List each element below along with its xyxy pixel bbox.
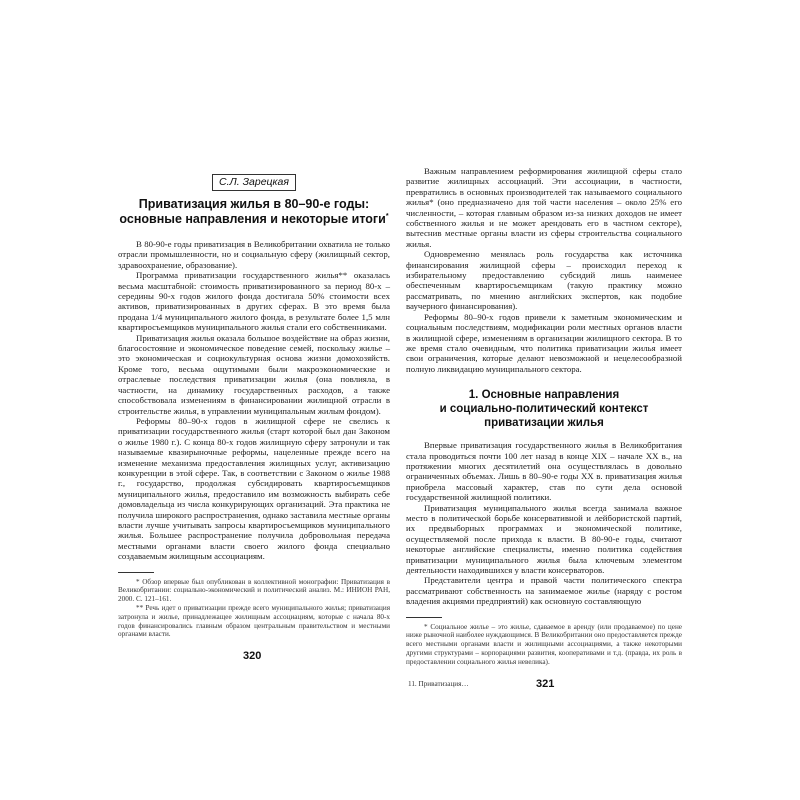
left-footnotes xyxy=(118,578,390,640)
paragraph: Реформы 80–90-х годов в жилищной сфере не свелись к приватизации государственного жилья (старт которой был дан Законом о жилье 1980 г.). С конца 80-х годов жилищную сферу затронули и так называемые квазирыночные реформы, нацеленные прежде всего на изменение механизма предоставления жилищных услуг, активизацию конкуренции в этой сфере. Так, в соответствии с Законом о жилье 1988 г., государство, продолжая субсидировать квартиросъемщиков муниципального жилья, предоставило им возможность выбирать себе домовладельца из числа конкурирующих организаций. Эта практика не получила широкого распространения, однако заставила местные органы власти лучше учитывать запросы квартиросъемщиков муниципального жилья. Большее распространение получила добровольная передача местными органами власти своего жилого фонда специально создаваемым жилищным ассоциациям. xyxy=(118,415,390,562)
paragraph: Программа приватизации государственного жилья** оказалась весьма масштабной: стоимость приватизированного за период 80-х – середины 90-х годов жилого фонда достигала 50% стоимости всех активов, приватизированных в других сферах. В это время была продана 1/4 муниципального жилого фонда, в результате более 1,5 млн квартиросъемщиков муниципального жилья стали его собственниками. xyxy=(118,270,390,333)
right-footer xyxy=(406,677,682,691)
paragraph: Впервые приватизация государственного жилья в Великобритания стала проводиться почти 100 лет назад в конце XIX – начале XX в., на протяжении многих десятилетий она осуществлялась в довольно ограниченных объемах. Лишь в 80–90-е годы XX в. приватизация жилья приобрела массовый характер, став по сути дела основой государственной жилищной политики. xyxy=(406,440,682,503)
signature-mark: 11. Приватизация… xyxy=(408,679,469,688)
author-box xyxy=(118,172,390,191)
paragraph: Приватизация муниципального жилья всегда занимала важное место в политической борьбе консервативной и лейбористской партий, их предвыборных программах и экономической политике, осуществляемой после прихода к власти. В 80-90-е годы, считают некоторые английские специалисты, именно политика содействия приватизации муниципального жилья была ключевым элементом деятельности находившихся у власти консерваторов. xyxy=(406,502,682,575)
title-line-2 xyxy=(118,212,390,227)
title-line-2-text: основные направления и некоторые итоги xyxy=(119,212,386,226)
page-number: 320 xyxy=(243,650,262,663)
section-heading xyxy=(406,388,682,430)
paragraph: Реформы 80–90-х годов привели к заметным экономическим и социальным последствиям, модификации роли местных органов власти в жилищной сфере, изменениям в организации жилищного сектора. В то же время стало очевидным, что политика приватизации жилья имеет свои ограничения, которые делают невозможной и нецелесообразной полную ликвидацию муниципального сектора. xyxy=(406,311,682,374)
footnote: * Социальное жилье – это жилье, сдаваемое в аренду (или продаваемое) по цене ниже рыночной наиболее нуждающимся. В Великобритании оно предоставляется прежде всего местными органами власти и жилищными ассоциациями, а также некоторыми другими структурами – корпорациями развития, кооперативами и т.д. (правда, их роль в предоставлении социального жилья невелика). xyxy=(406,622,682,666)
heading-line-3: приватизации жилья xyxy=(484,417,604,430)
paragraph: Представители центра и правой части политического спектра рассматривают собственность на занимаемое жилье (наряду с ростом владения акциями предприятий) как основную составляющую xyxy=(406,575,682,607)
left-page xyxy=(118,172,390,663)
title-line-1: Приватизация жилья в 80–90-е годы: xyxy=(138,197,370,211)
paragraph: Важным направлением реформирования жилищной сферы стало развитие жилищных ассоциаций. Эти ассоциации, в частности, превратились в основных производителей так называемого социального жилья* (оно предназначено для той части населения – около 25% его численности, – которая главным образом из-за низких доходов не имеет собственного жилья и не может арендовать его в частном секторе), вытеснив местные органы власти из сферы строительства социального жилья. xyxy=(406,166,682,249)
paragraph: Приватизация жилья оказала большое воздействие на образ жизни, благосостояние и экономическое поведение семей, поскольку жилье – это экономическая и социокультурная основа жизни домохозяйств. Кроме того, весьма ощутимыми были макроэкономические и отраслевые последствия приватизации жилья (она повлияла, в частности, на динамику государственных расходов, а также способствовала изменениям в финансировании жилищной отрасли в строительстве жилья, в управлении муниципальным жилым фондом). xyxy=(118,332,390,416)
heading-line-1: 1. Основные направления xyxy=(468,389,620,402)
paragraph: Одновременно менялась роль государства как источника финансирования жилищной сферы – происходил переход к избирательному предоставлению субсидий лишь наименее обеспеченным квартиросъемщикам (такую практику можно рассматривать, по мнению английских экспертов, как подобие ваучерного финансирования). xyxy=(406,249,682,312)
footnote-divider xyxy=(118,572,154,573)
right-page xyxy=(406,166,682,691)
author-name: С.Л. Зарецкая xyxy=(212,174,296,191)
page-number: 321 xyxy=(536,677,555,690)
article-title xyxy=(118,197,390,227)
footnote: * Обзор впервые был опубликован в коллективной монографии: Приватизация в Великобритании: социально-экономический и политический анализ. М.: ИНИОН РАН, 2000. С. 121–161. xyxy=(118,577,390,604)
right-body-text-bottom xyxy=(406,440,682,607)
footnote: ** Речь идет о приватизации прежде всего муниципального жилья; приватизация затронула и жилье, принадлежащее жилищным ассоциациям, которые с начала 80-х годов финансировались главным образом центральным правительством и местными органами власти. xyxy=(118,603,390,639)
footnote-divider xyxy=(406,617,442,618)
right-footnotes xyxy=(406,623,682,667)
title-footnote-mark: * xyxy=(385,212,389,220)
right-body-text-top xyxy=(406,166,682,374)
paragraph: В 80-90-е годы приватизация в Великобритании охватила не только отрасли промышленности, но и социальную сферу (жилищный сектор, здравоохранение, образование). xyxy=(118,239,390,270)
heading-line-2: и социально-политический контекст xyxy=(439,403,649,416)
left-footer xyxy=(118,649,390,663)
left-body-text xyxy=(118,239,390,562)
